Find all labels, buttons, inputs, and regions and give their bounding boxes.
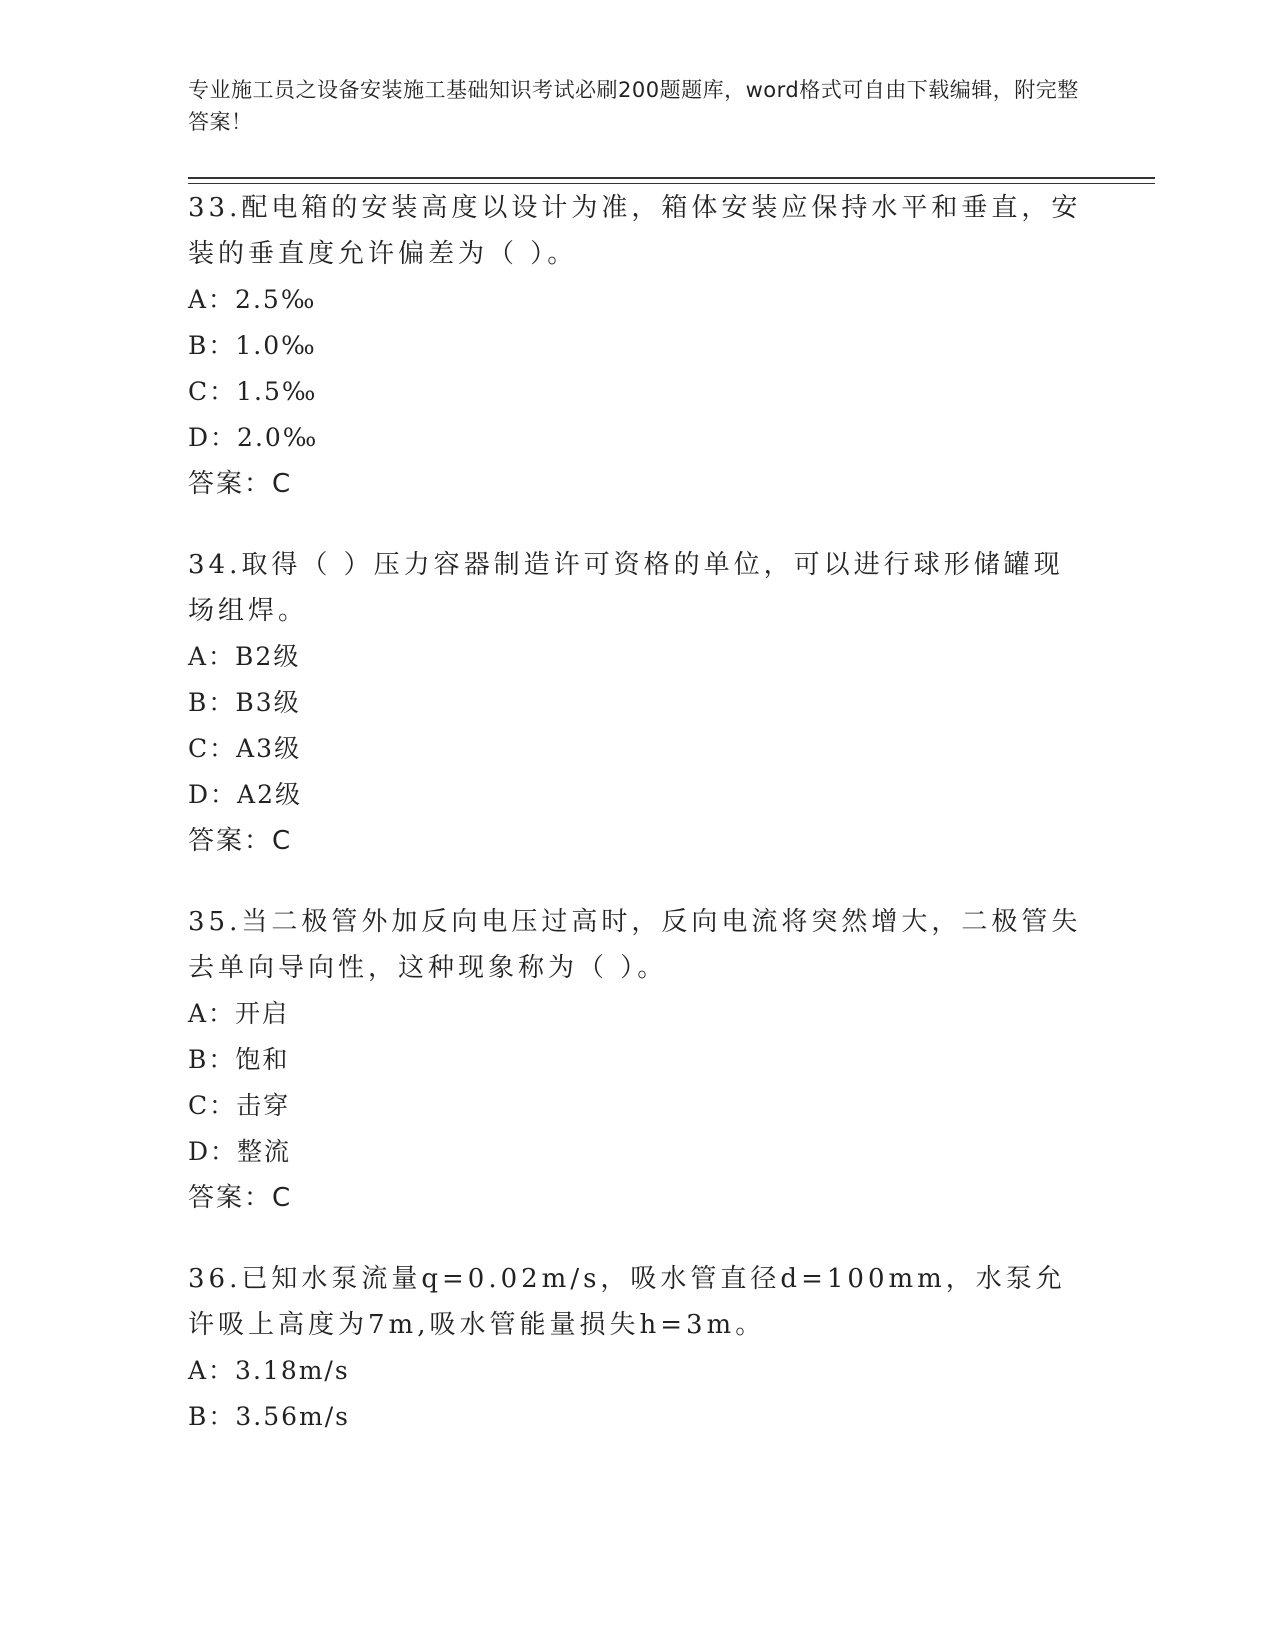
question-33 xyxy=(188,185,1088,507)
question-text: 33.配电箱的安装高度以设计为准，箱体安装应保持水平和垂直，安装的垂直度允许偏差为（ ）。 xyxy=(188,193,1082,269)
option-a: A：3.18m/s xyxy=(188,1356,350,1385)
header-divider-thin xyxy=(188,183,1155,184)
answer: 答案：C xyxy=(188,469,293,499)
answer: 答案：C xyxy=(188,1183,293,1213)
option-d: D：2.0‰ xyxy=(188,423,319,452)
option-c: C：A3级 xyxy=(188,734,302,763)
option-d: D：A2级 xyxy=(188,780,303,809)
option-b: B：3.56m/s xyxy=(188,1402,350,1431)
document-header: 专业施工员之设备安装施工基础知识考试必刷200题题库，word格式可自由下载编辑，附完整答案！ xyxy=(188,78,1079,134)
option-c: C：击穿 xyxy=(188,1091,291,1120)
question-35 xyxy=(188,899,1088,1221)
option-c: C：1.5‰ xyxy=(188,377,318,406)
question-36 xyxy=(188,1256,1088,1440)
option-b: B：B3级 xyxy=(188,688,301,717)
header-divider-thick xyxy=(188,177,1155,179)
question-text: 35.当二极管外加反向电压过高时，反向电流将突然增大，二极管失去单向导向性，这种现象称为（ ）。 xyxy=(188,907,1082,983)
answer: 答案：C xyxy=(188,826,293,856)
option-a: A：2.5‰ xyxy=(188,285,317,314)
option-b: B：1.0‰ xyxy=(188,331,317,360)
option-b: B：饱和 xyxy=(188,1045,290,1074)
option-a: A：开启 xyxy=(188,999,290,1028)
question-text: 36.已知水泵流量q=0.02m/s，吸水管直径d=100mm，水泵允许吸上高度为7m,吸水管能量损失h=3m。 xyxy=(188,1264,1066,1340)
option-a: A：B2级 xyxy=(188,642,301,671)
question-34 xyxy=(188,542,1088,864)
question-text: 34.取得（ ）压力容器制造许可资格的单位，可以进行球形储罐现场组焊。 xyxy=(188,550,1064,626)
option-d: D：整流 xyxy=(188,1137,292,1166)
